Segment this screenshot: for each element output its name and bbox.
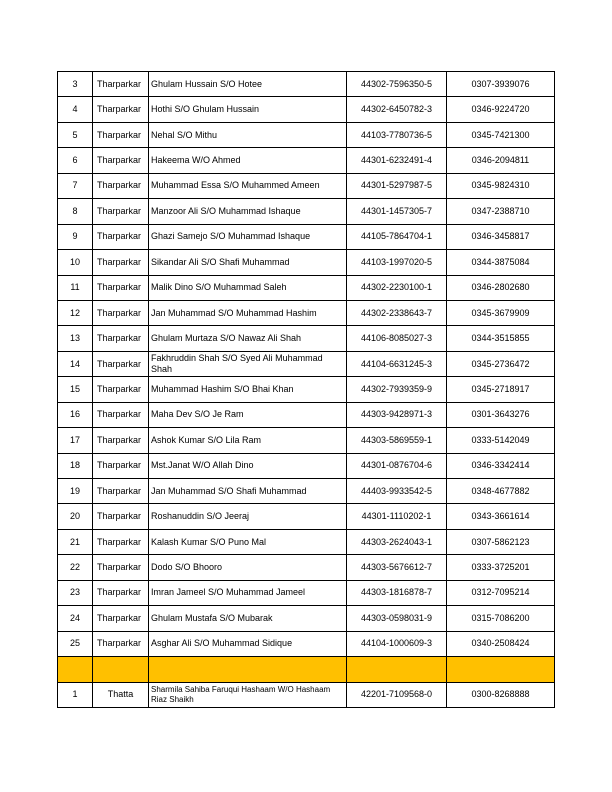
cnic-cell: 44302-7939359-9 [347, 377, 447, 402]
district-cell: Tharparkar [93, 199, 149, 224]
row-number-cell [58, 657, 93, 682]
table-row [58, 275, 555, 300]
table-row [58, 631, 555, 656]
district-cell: Tharparkar [93, 326, 149, 351]
row-number-cell: 24 [58, 606, 93, 631]
district-cell: Tharparkar [93, 428, 149, 453]
district-cell: Tharparkar [93, 300, 149, 325]
row-number-cell: 15 [58, 377, 93, 402]
district-cell: Tharparkar [93, 606, 149, 631]
district-cell: Tharparkar [93, 224, 149, 249]
person-name-cell: Kalash Kumar S/O Puno Mal [149, 529, 347, 554]
district-cell: Tharparkar [93, 402, 149, 427]
row-number-cell: 17 [58, 428, 93, 453]
phone-cell: 0333-3725201 [447, 555, 555, 580]
cnic-cell [347, 657, 447, 682]
phone-cell: 0346-2094811 [447, 148, 555, 173]
cnic-cell: 42201-7109568-0 [347, 682, 447, 707]
person-name-cell: Asghar Ali S/O Muhammad Sidique [149, 631, 347, 656]
person-name-cell: Ghulam Hussain S/O Hotee [149, 72, 347, 97]
table-row [58, 326, 555, 351]
cnic-cell: 44301-1457305-7 [347, 199, 447, 224]
cnic-cell: 44302-2338643-7 [347, 300, 447, 325]
district-cell: Tharparkar [93, 555, 149, 580]
cnic-cell: 44303-2624043-1 [347, 529, 447, 554]
table-row [58, 555, 555, 580]
district-cell: Tharparkar [93, 580, 149, 605]
row-number-cell: 12 [58, 300, 93, 325]
person-name-cell: Malik Dino S/O Muhammad Saleh [149, 275, 347, 300]
phone-cell: 0345-2736472 [447, 351, 555, 376]
row-number-cell: 14 [58, 351, 93, 376]
row-number-cell: 11 [58, 275, 93, 300]
district-cell: Tharparkar [93, 173, 149, 198]
cnic-cell: 44301-1110202-1 [347, 504, 447, 529]
cnic-cell: 44303-5869559-1 [347, 428, 447, 453]
row-number-cell: 16 [58, 402, 93, 427]
cnic-cell: 44302-2230100-1 [347, 275, 447, 300]
phone-cell: 0333-5142049 [447, 428, 555, 453]
cnic-cell: 44301-0876704-6 [347, 453, 447, 478]
row-number-cell: 4 [58, 97, 93, 122]
district-cell: Tharparkar [93, 631, 149, 656]
phone-cell: 0345-3679909 [447, 300, 555, 325]
person-name-cell: Roshanuddin S/O Jeeraj [149, 504, 347, 529]
row-number-cell: 10 [58, 250, 93, 275]
phone-cell: 0345-7421300 [447, 122, 555, 147]
records-table [57, 71, 555, 708]
person-name-cell: Fakhruddin Shah S/O Syed Ali Muhammad Shah [149, 351, 347, 376]
phone-cell: 0312-7095214 [447, 580, 555, 605]
phone-cell: 0345-9824310 [447, 173, 555, 198]
cnic-cell: 44106-8085027-3 [347, 326, 447, 351]
table-row [58, 300, 555, 325]
table-row [58, 72, 555, 97]
phone-cell: 0345-2718917 [447, 377, 555, 402]
phone-cell: 0307-3939076 [447, 72, 555, 97]
cnic-cell: 44104-6631245-3 [347, 351, 447, 376]
row-number-cell: 19 [58, 479, 93, 504]
row-number-cell: 21 [58, 529, 93, 554]
row-number-cell: 1 [58, 682, 93, 707]
district-cell: Tharparkar [93, 148, 149, 173]
table-row [58, 479, 555, 504]
table-row [58, 97, 555, 122]
table-row [58, 529, 555, 554]
district-cell: Thatta [93, 682, 149, 707]
person-name-cell: Muhammad Hashim S/O Bhai Khan [149, 377, 347, 402]
phone-cell: 0301-3643276 [447, 402, 555, 427]
phone-cell: 0346-3342414 [447, 453, 555, 478]
person-name-cell: Hothi S/O Ghulam Hussain [149, 97, 347, 122]
district-cell: Tharparkar [93, 504, 149, 529]
person-name-cell: Hakeema W/O Ahmed [149, 148, 347, 173]
cnic-cell: 44103-7780736-5 [347, 122, 447, 147]
table-row [58, 122, 555, 147]
table-row [58, 199, 555, 224]
row-number-cell: 5 [58, 122, 93, 147]
district-cell: Tharparkar [93, 250, 149, 275]
person-name-cell: Ashok Kumar S/O Lila Ram [149, 428, 347, 453]
table-row [58, 377, 555, 402]
phone-cell: 0347-2388710 [447, 199, 555, 224]
table-row [58, 402, 555, 427]
district-cell [93, 657, 149, 682]
person-name-cell: Sikandar Ali S/O Shafi Muhammad [149, 250, 347, 275]
phone-cell: 0300-8268888 [447, 682, 555, 707]
row-number-cell: 13 [58, 326, 93, 351]
district-cell: Tharparkar [93, 275, 149, 300]
person-name-cell: Dodo S/O Bhooro [149, 555, 347, 580]
district-cell: Tharparkar [93, 453, 149, 478]
row-number-cell: 23 [58, 580, 93, 605]
table-row [58, 453, 555, 478]
phone-cell: 0346-3458817 [447, 224, 555, 249]
person-name-cell: Jan Muhammad S/O Shafi Muhammad [149, 479, 347, 504]
person-name-cell: Imran Jameel S/O Muhammad Jameel [149, 580, 347, 605]
person-name-cell: Sharmila Sahiba Faruqui Hashaam W/O Hashaam Riaz Shaikh [149, 682, 347, 707]
row-number-cell: 3 [58, 72, 93, 97]
row-number-cell: 9 [58, 224, 93, 249]
person-name-cell [149, 657, 347, 682]
row-number-cell: 18 [58, 453, 93, 478]
person-name-cell: Nehal S/O Mithu [149, 122, 347, 147]
person-name-cell: Manzoor Ali S/O Muhammad Ishaque [149, 199, 347, 224]
table-row [58, 606, 555, 631]
table-row [58, 580, 555, 605]
district-cell: Tharparkar [93, 479, 149, 504]
table-row [58, 250, 555, 275]
person-name-cell: Ghulam Mustafa S/O Mubarak [149, 606, 347, 631]
phone-cell: 0344-3875084 [447, 250, 555, 275]
cnic-cell: 44103-1997020-5 [347, 250, 447, 275]
table-row [58, 173, 555, 198]
table-row [58, 224, 555, 249]
phone-cell: 0315-7086200 [447, 606, 555, 631]
table-row [58, 148, 555, 173]
table-row [58, 504, 555, 529]
row-number-cell: 6 [58, 148, 93, 173]
table-row [58, 351, 555, 376]
cnic-cell: 44302-7596350-5 [347, 72, 447, 97]
table-row [58, 428, 555, 453]
row-number-cell: 7 [58, 173, 93, 198]
district-cell: Tharparkar [93, 529, 149, 554]
cnic-cell: 44303-1816878-7 [347, 580, 447, 605]
phone-cell [447, 657, 555, 682]
phone-cell: 0307-5862123 [447, 529, 555, 554]
phone-cell: 0346-2802680 [447, 275, 555, 300]
person-name-cell: Ghazi Samejo S/O Muhammad Ishaque [149, 224, 347, 249]
cnic-cell: 44303-9428971-3 [347, 402, 447, 427]
phone-cell: 0340-2508424 [447, 631, 555, 656]
cnic-cell: 44303-5676612-7 [347, 555, 447, 580]
district-cell: Tharparkar [93, 72, 149, 97]
cnic-cell: 44105-7864704-1 [347, 224, 447, 249]
table-row [58, 682, 555, 707]
cnic-cell: 44301-6232491-4 [347, 148, 447, 173]
row-number-cell: 8 [58, 199, 93, 224]
cnic-cell: 44104-1000609-3 [347, 631, 447, 656]
person-name-cell: Ghulam Murtaza S/O Nawaz Ali Shah [149, 326, 347, 351]
person-name-cell: Maha Dev S/O Je Ram [149, 402, 347, 427]
row-number-cell: 25 [58, 631, 93, 656]
district-cell: Tharparkar [93, 351, 149, 376]
phone-cell: 0344-3515855 [447, 326, 555, 351]
person-name-cell: Jan Muhammad S/O Muhammad Hashim [149, 300, 347, 325]
district-cell: Tharparkar [93, 122, 149, 147]
cnic-cell: 44302-6450782-3 [347, 97, 447, 122]
person-name-cell: Mst.Janat W/O Allah Dino [149, 453, 347, 478]
cnic-cell: 44301-5297987-5 [347, 173, 447, 198]
cnic-cell: 44303-0598031-9 [347, 606, 447, 631]
cnic-cell: 44403-9933542-5 [347, 479, 447, 504]
district-cell: Tharparkar [93, 97, 149, 122]
highlighted-separator-row [58, 657, 555, 682]
district-cell: Tharparkar [93, 377, 149, 402]
records-table-body [58, 72, 555, 708]
phone-cell: 0348-4677882 [447, 479, 555, 504]
phone-cell: 0346-9224720 [447, 97, 555, 122]
person-name-cell: Muhammad Essa S/O Muhammed Ameen [149, 173, 347, 198]
phone-cell: 0343-3661614 [447, 504, 555, 529]
row-number-cell: 20 [58, 504, 93, 529]
row-number-cell: 22 [58, 555, 93, 580]
